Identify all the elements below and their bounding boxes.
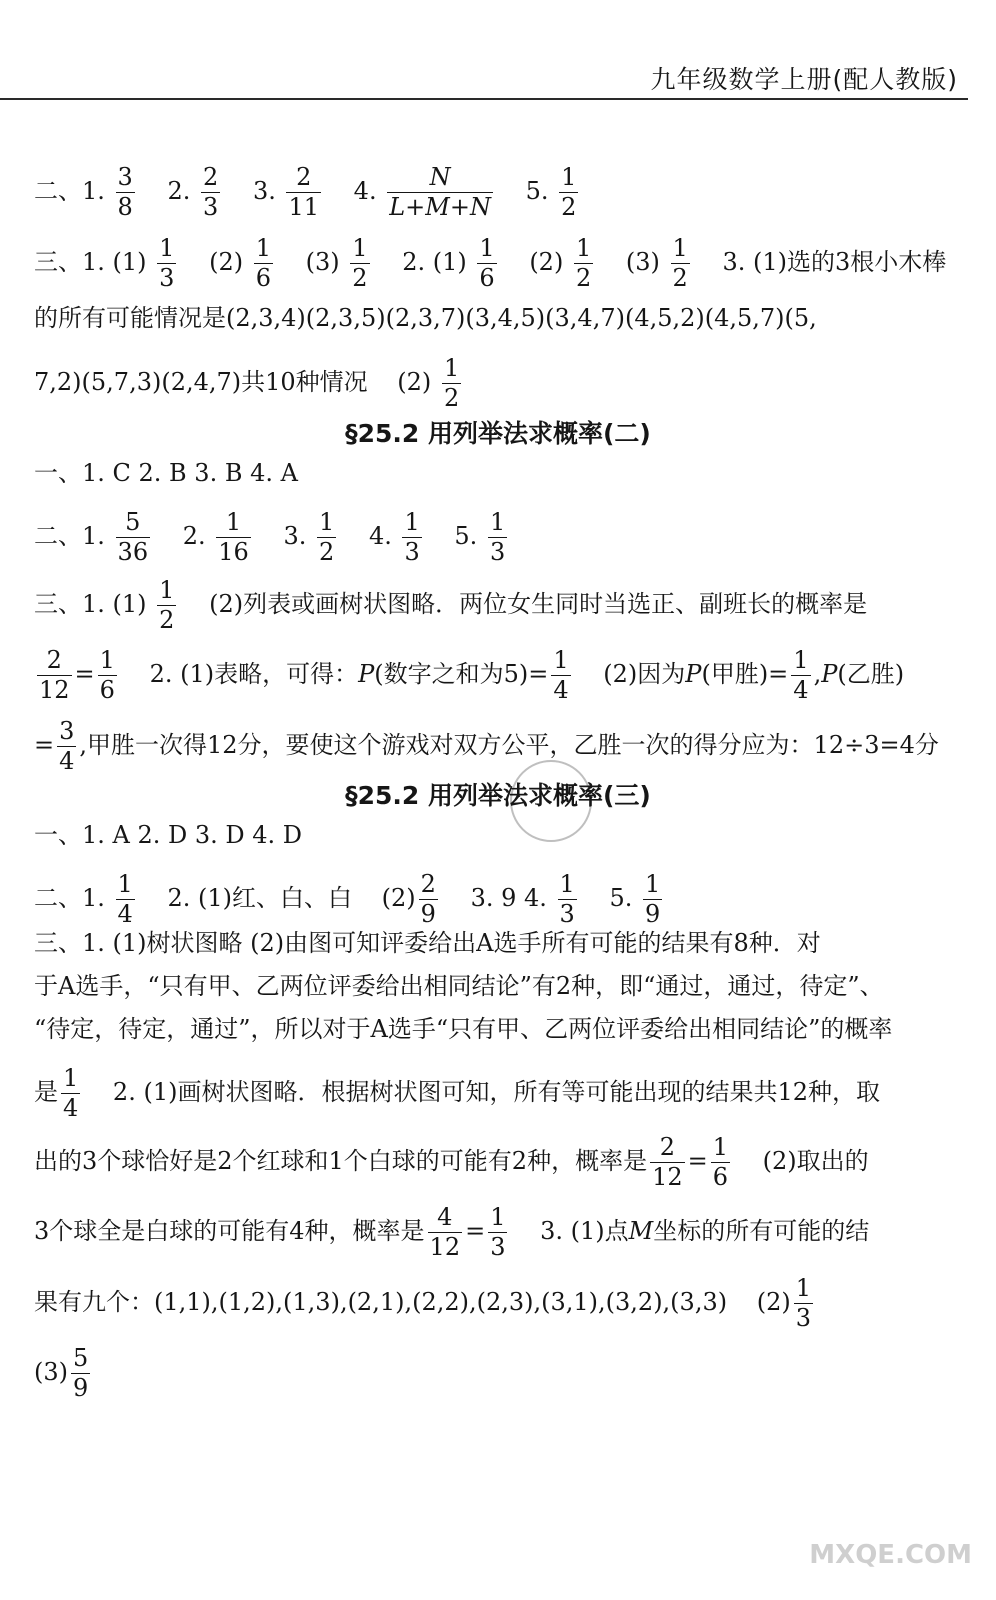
- watermark-logo: MXQE.COM: [809, 1540, 972, 1570]
- item-label: (2): [209, 248, 244, 277]
- answer-line-19: [34, 1346, 976, 1401]
- fraction: $\frac{1}{16}$: [218, 508, 249, 567]
- answer-text: 3. (1)点: [540, 1217, 629, 1246]
- fraction: $\frac{1}{2}$: [443, 354, 460, 413]
- item-label: (2): [756, 1288, 791, 1317]
- answer-line-11: [34, 872, 976, 927]
- fraction: $\frac{1}{3}$: [159, 234, 175, 293]
- item-label: (3): [34, 1358, 68, 1387]
- fraction: $\frac{1}{2}$: [561, 163, 577, 222]
- fraction: $\frac{1}{9}$: [645, 870, 661, 929]
- fraction: $\frac{1}{4}$: [553, 646, 569, 705]
- fraction: $\frac{2}{12}$: [652, 1133, 683, 1192]
- item-label: 3.: [283, 522, 307, 551]
- item-label: 3. 9 4.: [470, 884, 547, 913]
- fraction: $\frac{1}{6}$: [99, 646, 115, 705]
- item-label: 二、1.: [34, 884, 105, 913]
- fraction: $\frac{3}{4}$: [59, 717, 75, 776]
- fraction: $\frac{1}{6}$: [712, 1133, 729, 1192]
- answer-text: (2)取出的: [762, 1147, 869, 1176]
- item-label: 2. (1): [402, 248, 467, 277]
- fraction: $\frac{1}{2}$: [672, 234, 688, 293]
- answer-line-9: = $\frac{3}{4}$ ,甲胜一次得12分，要使这个游戏对双方公平，乙胜一次的得分应为：12÷3=4分: [34, 717, 939, 776]
- answer-text: ,甲胜一次得12分，要使这个游戏对双方公平，乙胜一次的得分应为：12÷3=4分: [79, 731, 939, 760]
- item-label: 5.: [454, 522, 478, 551]
- item-label: (2): [397, 368, 432, 397]
- fraction: $\frac{5}{9}$: [73, 1344, 89, 1403]
- item-label: 三、1. (1): [34, 248, 147, 277]
- fraction: $\frac{2}{3}$: [203, 163, 219, 222]
- answer-line-16: 出的3个球恰好是2个红球和1个白球的可能有2种，概率是 $\frac{2}{12}$ = $\frac{1}{6}$ (2)取出的: [34, 1133, 869, 1192]
- item-label: 2.: [167, 177, 191, 206]
- item-label: (2): [529, 248, 564, 277]
- fraction: $\frac{1}{2}$: [575, 234, 592, 293]
- answer-line-17: 3个球全是白球的可能有4种，概率是 $\frac{4}{12}$ = $\frac{1}{3}$ 3. (1)点M坐标的所有可能的结: [34, 1203, 870, 1262]
- answer-line-12: 三、1. (1)树状图略 (2)由图可知评委给出A选手所有可能的结果有8种．对: [34, 929, 821, 957]
- answer-text: 2. (1)画树状图略．根据树状图可知，所有等可能出现的结果共12种，取: [112, 1078, 880, 1107]
- fraction: $\frac{1}{4}$: [63, 1064, 79, 1123]
- answer-text: 是: [34, 1078, 58, 1107]
- answer-text: 2. (1)红、白、白: [167, 884, 352, 913]
- fraction: $\frac{1}{4}$: [793, 646, 809, 705]
- fraction: $\frac{5}{36}$: [117, 508, 149, 567]
- answer-line-14: “待定，待定，通过”，所以对于A选手“只有甲、乙两位评委给出相同结论”的概率: [34, 1015, 893, 1043]
- answer-text: 2. (1)表略，可得：: [149, 660, 359, 689]
- answer-text: 3. (1)选的3根小木棒: [722, 248, 947, 277]
- answer-line-1: [34, 165, 976, 220]
- fraction: $\frac{1}{3}$: [404, 508, 420, 567]
- fraction: $\frac{1}{3}$: [559, 870, 575, 929]
- answer-text: 出的3个球恰好是2个红球和1个白球的可能有2种，概率是: [34, 1147, 648, 1176]
- fraction: $\frac{1}{3}$: [490, 1203, 506, 1262]
- item-label: (3): [305, 248, 340, 277]
- item-label: 4.: [368, 522, 392, 551]
- item-label: 二、1.: [34, 522, 105, 551]
- answer-line-3: 的所有可能情况是(2,3,4)(2,3,5)(2,3,7)(3,4,5)(3,4,7)(4,5,2)(4,5,7)(5,: [34, 304, 817, 332]
- item-label: 三、1. (1): [34, 590, 147, 619]
- answer-line-4: [34, 356, 976, 411]
- answer-text: (2)列表或画树状图略．两位女生同时当选正、副班长的概率是: [209, 590, 868, 619]
- fraction: $\frac{1}{3}$: [795, 1274, 812, 1333]
- fraction: $\frac{4}{12}$: [429, 1203, 461, 1262]
- fraction: $\frac{1}{3}$: [489, 508, 506, 567]
- item-label: 5.: [609, 884, 633, 913]
- item-label: (3): [625, 248, 660, 277]
- fraction: $\frac{3}{8}$: [117, 163, 133, 222]
- fraction: $\frac{2}{9}$: [420, 870, 436, 929]
- answer-line-10: 一、1. A 2. D 3. D 4. D: [34, 821, 303, 849]
- fraction: $\frac{N}{L+M+N}$: [389, 163, 491, 222]
- fraction: $\frac{2}{12}$: [39, 646, 70, 705]
- item-label: 5.: [525, 177, 549, 206]
- fraction: $\frac{1}{2}$: [319, 508, 335, 567]
- fraction: $\frac{1}{4}$: [117, 870, 133, 929]
- section-title-3: §25.2 用列举法求概率(三): [345, 781, 651, 810]
- answer-line-18: [34, 1276, 976, 1331]
- answer-line-13: 于A选手，“只有甲、乙两位评委给出相同结论”有2种，即“通过，通过，待定”、: [34, 972, 884, 1000]
- answer-text: 3个球全是白球的可能有4种，概率是: [34, 1217, 425, 1246]
- fraction: $\frac{1}{2}$: [352, 234, 368, 293]
- item-label: 4.: [353, 177, 377, 206]
- fraction: $\frac{2}{11}$: [288, 163, 320, 222]
- header-rule: [0, 98, 968, 100]
- item-label: 2.: [182, 522, 206, 551]
- answer-line-5: 一、1. C 2. B 3. B 4. A: [34, 459, 298, 487]
- answer-line-6: [34, 510, 976, 565]
- fraction: $\frac{1}{6}$: [255, 234, 272, 293]
- fraction: $\frac{1}{2}$: [159, 576, 175, 635]
- section-title-2: §25.2 用列举法求概率(二): [345, 419, 651, 448]
- answer-line-8: $\frac{2}{12}$ = $\frac{1}{6}$ 2. (1)表略，可得：P(数字之和为5)= $\frac{1}{4}$ (2)因为P(甲胜)= $\frac{1}{4}$ ,P(乙胜): [39, 646, 905, 705]
- item-label: 二、1.: [34, 177, 105, 206]
- answer-text: 7,2)(5,7,3)(2,4,7)共10种情况: [34, 368, 368, 397]
- item-label: (2): [381, 884, 416, 913]
- answer-text: 果有九个：(1,1),(1,2),(1,3),(2,1),(2,2),(2,3),(3,1),(3,2),(3,3): [34, 1288, 728, 1317]
- page-header-title: 九年级数学上册(配人教版): [650, 65, 958, 94]
- answer-line-2: [34, 236, 976, 291]
- answer-text: (2)因为: [603, 660, 686, 689]
- answer-line-7: [34, 578, 976, 633]
- item-label: 3.: [252, 177, 276, 206]
- answer-line-15: [34, 1066, 976, 1121]
- fraction: $\frac{1}{6}$: [479, 234, 495, 293]
